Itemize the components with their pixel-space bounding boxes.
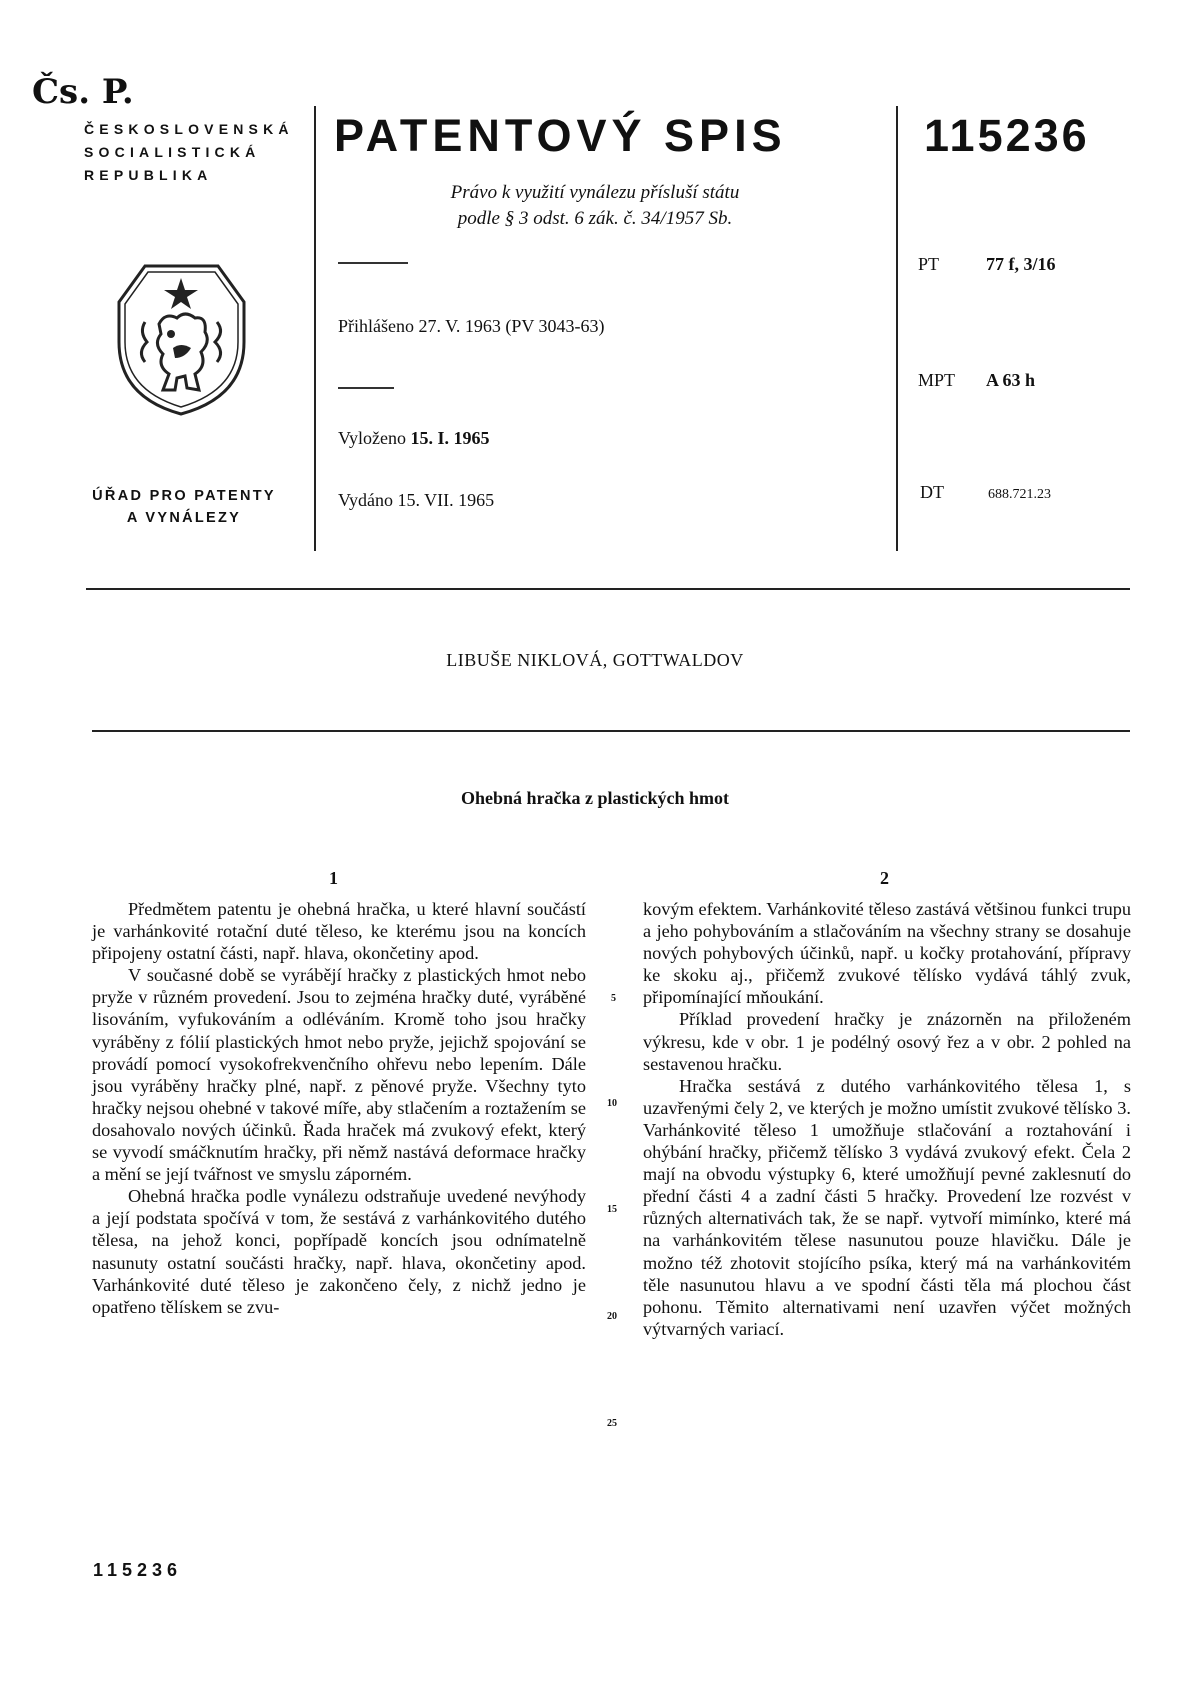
line-number-15: 15 bbox=[607, 1204, 617, 1215]
country-line-3: REPUBLIKA bbox=[84, 167, 213, 183]
office-line-1: ÚŘAD PRO PATENTY bbox=[92, 488, 276, 504]
patent-number: 115236 bbox=[924, 110, 1090, 161]
mpt-value: A 63 h bbox=[986, 370, 1036, 390]
column-1 bbox=[92, 898, 586, 1318]
column-number-2: 2 bbox=[880, 868, 889, 888]
rights-statement bbox=[330, 180, 860, 232]
mpt-label: MPT bbox=[918, 370, 956, 390]
line-number-10: 10 bbox=[607, 1098, 617, 1109]
paragraph: Ohebná hračka podle vynálezu odstraňuje uvedené nevýhody a její podstata spočívá v tom, že sestává z varhánkovitého dutého tělesa, na jehož konci, popřípadě koncích jsou odnímatelně nasunuty ostatní součásti hračky, např. hlava, okončetiny apod. Varhánkovité duté těleso je zakončeno čely, z nichž jedno je opatřeno tělískem se zvu- bbox=[92, 1186, 586, 1317]
cs-patent-mark: Čs. P. bbox=[32, 72, 134, 112]
paragraph: Předmětem patentu je ohebná hračka, u které hlavní součástí je varhánkovité rotační duté těleso, ke kterému jsou na koncích připojeny ostatní části, např. hlava, okončetiny apod. bbox=[92, 899, 586, 964]
pt-value: 77 f, 3/16 bbox=[986, 254, 1056, 274]
inventor-name: LIBUŠE NIKLOVÁ, GOTTWALDOV bbox=[446, 650, 744, 670]
dt-label: DT bbox=[920, 482, 944, 502]
office-line-2: A VYNÁLEZY bbox=[126, 510, 242, 526]
laid-open-date bbox=[338, 428, 490, 449]
header-separator bbox=[86, 588, 1130, 590]
state-emblem-icon bbox=[115, 262, 248, 418]
country-name bbox=[84, 118, 294, 187]
laid-label: Vyloženo bbox=[338, 428, 406, 448]
issued-label: Vydáno bbox=[338, 490, 393, 510]
pt-label: PT bbox=[918, 254, 940, 274]
issued-date bbox=[338, 490, 494, 511]
filed-value: 27. V. 1963 (PV 3043-63) bbox=[418, 316, 605, 336]
rights-line-1: Právo k využití vynálezu přísluší státu bbox=[450, 182, 740, 203]
country-line-2: SOCIALISTICKÁ bbox=[84, 144, 261, 160]
author-separator bbox=[92, 730, 1130, 732]
footer-patent-number: 115236 bbox=[93, 1560, 183, 1580]
issued-value: 15. VII. 1965 bbox=[397, 490, 495, 510]
line-number-20: 20 bbox=[607, 1311, 617, 1322]
right-column-divider bbox=[896, 106, 898, 551]
divider-short bbox=[338, 387, 394, 389]
paragraph: V současné době se vyrábějí hračky z plastických hmot nebo pryže v různém provedení. Jsou to zejména hračky duté, vyráběné lisováním, vyfukováním a odléváním. Kromě toho jsou hračky vyráběny z fólií plastických hmot nebo pryže, jejichž spojování se provádí pomocí vysokofrekvenčního ohřevu nebo lepením. Dále jsou vyráběny hračky plné, např. z pěnové pryže. Všechny tyto hračky nejsou ohebné v takové míře, aby stlačením a roztažením se dosahovalo nových účinků. Řada hraček má zvukový efekt, který se vyvodí smáčknutím hračky, při němž nastává deformace hračky a mění se její tvářnost ve smyslu záporném. bbox=[92, 965, 586, 1185]
patent-title: Ohebná hračka z plastických hmot bbox=[460, 788, 730, 808]
line-number-25: 25 bbox=[607, 1418, 617, 1429]
filed-label: Přihlášeno bbox=[338, 316, 414, 336]
dt-value: 688.721.23 bbox=[988, 487, 1051, 502]
divider-short bbox=[338, 262, 408, 264]
patent-office-name bbox=[80, 485, 288, 529]
left-column-divider bbox=[314, 106, 316, 551]
paragraph: Příklad provedení hračky je znázorněn na přiloženém výkresu, kde v obr. 1 je podélný osový řez a v obr. 2 pohled na sestavenou hračku. bbox=[643, 1009, 1131, 1074]
laid-value: 15. I. 1965 bbox=[410, 428, 490, 448]
filed-date bbox=[338, 316, 605, 337]
column-number-1: 1 bbox=[329, 868, 338, 888]
document-type-title: PATENTOVÝ SPIS bbox=[334, 110, 787, 161]
country-line-1: ČESKOSLOVENSKÁ bbox=[84, 121, 294, 137]
paragraph: kovým efektem. Varhánkovité těleso zastává většinou funkci trupu a jeho pohybováním a stlačováním na všechny strany se dosahuje nových pohybových účinků, např. u kočky protahování, přípravy ke skoku aj., přičemž zvukové tělísko vydává táhlý zvuk, připomínající mňoukání. bbox=[643, 899, 1131, 1008]
column-2 bbox=[643, 898, 1131, 1340]
rights-line-2: podle § 3 odst. 6 zák. č. 34/1957 Sb. bbox=[457, 208, 733, 229]
line-number-5: 5 bbox=[611, 993, 616, 1004]
paragraph: Hračka sestává z dutého varhánkovitého tělesa 1, s uzavřenými čely 2, ve kterých je možno umístit zvukové tělísko 3. Varhánkovité těleso 1 umožňuje stlačování a roztahování i ohýbání hračky, přičemž tělísko 3 vydává zvukový efekt. Čela 2 mají na obvodu výstupky 6, které umožňují pevné zaklesnutí do přední části 4 a zadní části 5 hračky. Provedení lze rozvést v různých alternativách tak, že se např. vytvoří mimínko, které má na varhánkovitém tělese nasunutou pouze hlavičku. Dále je možno též zhotovit stojícího psíka, který má na varhánkovitém těle nasunutou hlavu a ve spodní části těla má plochou část pohonu. Těmito alternativami není uzavřen výčet možných výtvarných variací. bbox=[643, 1075, 1131, 1339]
